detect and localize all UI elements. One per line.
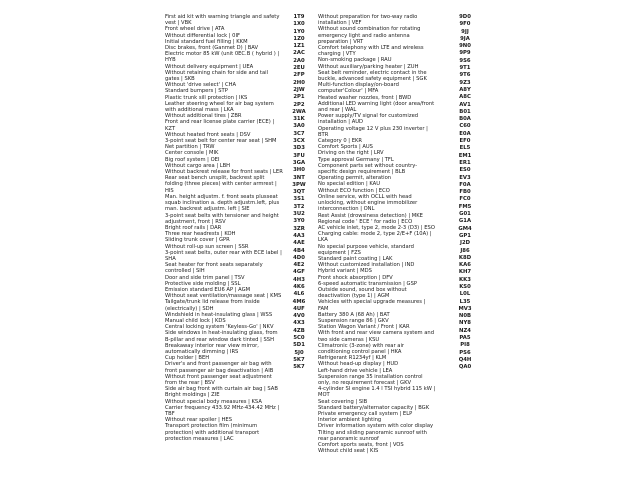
option-description: Driver information system with color display [318,423,434,430]
option-code: A8Y [459,86,471,93]
option-code: Q4H [458,356,472,363]
option-description: Protective side molding | SSL [165,280,241,287]
option-description: Rest Assist (drowsiness detection) | MKE [318,212,423,219]
option-code: KK3 [459,276,471,283]
option-description: Manual child lock | KDS [165,317,226,324]
option-code: EF0 [459,138,471,145]
option-code: PI8 [460,342,470,349]
option-code: F0A [459,181,471,188]
option-description: No special edition | KAU [318,181,381,188]
option-code: 4L6 [293,291,305,298]
option-code: L35 [459,298,471,305]
option-description: Power supply/TV signal for customized installation | AUD [318,113,419,126]
option-description: Without additional tires | ZBR [165,113,242,120]
option-description: Comfort telephony with LTE and wireless charging | VTY [318,45,424,58]
option-code: 2A0 [293,57,305,64]
option-code: J2D [459,240,471,247]
option-description: Bright roof rails | DAR [165,224,222,231]
left-descriptions-column [165,14,283,442]
option-code: 4GF [293,269,305,276]
option-code: MV3 [458,305,472,312]
option-code: 9N0 [459,43,471,50]
option-code: ES0 [459,167,471,174]
option-code: J86 [460,247,470,254]
option-description: Without heated front seats | DSV [165,131,251,138]
option-description: Transport protection film (minimum protection) with additional transport protection measures | LAC [165,423,260,442]
option-code: KH7 [458,269,472,276]
right-codes-column [445,14,485,372]
option-description: Driving on the right | LRV [318,150,384,157]
option-description: Rear seat bench unsplit, backrest split folding (three pieces) with center armrest | HIS [165,175,277,194]
option-description: Charging cable: mode 2, type 2/E+F (10A) | LKA [318,231,432,244]
option-description: Comfort Sports | AUS [318,144,373,151]
option-description: Without preparation for two-way radio installation | VEF [318,14,418,27]
option-description: Comfort sports seats, front | VOS [318,442,404,449]
option-description: Category 0 | EKR [318,138,362,145]
option-code: 3H0 [293,167,305,174]
option-code: E0A [459,130,471,137]
option-code: 4E2 [293,262,305,269]
option-code: 9S6 [459,57,471,64]
option-code: 2WA [292,108,306,115]
option-description: Electric motor 85 kW (unit 0EC.B ( hybrid ) | HYB [165,51,280,64]
option-code: 4ZB [293,327,305,334]
option-code: 4AE [293,240,305,247]
option-code: 3C7 [293,130,305,137]
option-code: A8C [459,94,471,101]
option-description: Without rear spoiler | HES [165,417,232,424]
option-description: Tailgate/trunk lid release from inside (electrically) | SDH [165,299,260,312]
option-code: 4V0 [293,313,305,320]
option-code: 4A3 [293,232,305,239]
option-code: 3T2 [293,203,305,210]
option-code: 2H0 [293,79,305,86]
option-description: Breakaway interior rear view mirror, automatically dimming | IRS [165,342,259,355]
option-description: Without retaining chain for side and tail gates | SKB [165,69,269,83]
option-description: Without delivery equipment | UEA [165,63,254,70]
option-code: 1X0 [293,21,305,28]
option-description: Net partition | TRW [165,144,215,151]
option-code: 5K7 [293,356,305,363]
option-description: 6-speed automatic transmission | GSP [318,280,418,287]
option-description: Seat heater for front seats separately controlled | SIH [165,262,263,275]
option-description: Three rear headrests | KOH [165,231,236,238]
option-description: Central locking system 'Keyless-Go' | NKV [165,324,274,331]
option-description: Station Wagon Variant / Front | KAR [318,324,410,331]
option-description: Refrigerant R1234yf | KLM [318,355,387,362]
option-code: 1Z1 [293,43,305,50]
option-code: 5K7 [293,364,305,371]
option-description: AC vehicle inlet, type 2, mode 2-3 (D3) | ESO [318,224,435,231]
option-description: Suspension range 86 | GKV [318,317,389,324]
option-code: 3CX [293,138,305,145]
option-description: First aid kit with warning triangle and safety vest | VBK [165,14,280,27]
option-code: 3U2 [293,211,305,218]
option-code: 2FP [293,72,305,79]
option-code: 1T9 [293,14,305,20]
option-description: Hybrid variant | MDS [318,268,372,275]
option-code: 3A0 [293,123,305,130]
option-description: Without auxiliary/parking heater | ZUH [318,63,419,70]
option-description: Leather steering wheel for air bag system with additional mass | LKA [165,100,274,114]
option-description: Standard battery/alternator capacity | BGK [318,404,430,411]
option-code: N0B [458,313,472,320]
option-description: Vehicles with special upgrade measures | FAM [318,299,426,312]
option-description: Disc brakes, front (Ganmet D) | BAV [165,45,259,52]
option-description: Battery 380 A (68 Ah) | BAT [318,311,390,318]
option-description: Sliding trunk cover | GPR [165,237,230,244]
option-code: QA0 [458,364,472,371]
option-description: Standard paint coating | LAK [318,255,393,262]
option-code: 4K6 [293,283,305,290]
option-code: 9JJ [461,28,469,35]
option-description: Without sound combination for rotating emergency light and radio antenna preparation | VRT [318,26,421,45]
option-code: 2AC [293,50,305,57]
option-code: AV1 [459,101,471,108]
option-code: B0A [459,116,471,123]
option-code: NY8 [459,320,471,327]
option-code: 4M6 [292,298,306,305]
option-code: G1A [458,218,472,225]
option-code: 3GA [292,159,306,166]
option-code: 1Y0 [293,28,305,35]
option-code: L0L [459,291,471,298]
option-code: EL5 [459,145,471,152]
option-description: Seat belt reminder, electric contact in the buckle, advanced safety equipment | SGK [318,69,427,83]
option-code: 9T6 [459,72,471,79]
option-description: Door and side trim panel | TSV [165,274,245,281]
option-description: Without cargo area | LBH [165,162,231,169]
option-description: Climatronic (3-zone) with rear air conditioning control panel | HKA [318,342,405,355]
option-code: 5J0 [294,349,304,356]
option-description: Without 'drive select' | CHA [165,82,237,89]
option-code: 2JW [293,86,305,93]
option-description: Online service, with OCLL with head unlocking, without engine immobilizer interconnection | ONL [318,193,418,213]
option-description: Front and rear license plate carrier (ECE) | KZT [165,119,275,132]
option-description: Component parts set without country-specific design requirement | BLB [318,162,418,176]
option-code: 9D0 [459,14,471,20]
option-code: FC0 [459,196,471,203]
option-description: With front and rear view camera system and two side cameras | KSU [318,330,434,343]
option-description: Center console | MIK [165,150,219,157]
option-code: PA5 [459,335,471,342]
option-description: Type approval Germany | TFL [318,156,394,163]
right-descriptions-column [318,14,436,454]
option-code: KS0 [459,283,471,290]
option-code: 3FU [293,152,305,159]
option-description: Without customized installation | IND [318,262,415,269]
option-code: 4B4 [293,247,305,254]
option-description: 4-cylinder SI engine 1.4 l TSI hybrid 115 kW | MOT [318,386,436,399]
option-description: Side windows in heat-insulating glass, from B-pillar and rear window dark tinted | SSH [165,330,278,343]
option-description: Front shock absorption | DFV [318,274,393,281]
option-description: Regional code ' ECE ' for radio | ECO [318,218,413,225]
option-description: Emission standard EU6 AP | AGM [165,286,251,293]
option-code: 9P9 [459,50,471,57]
option-code: 4H3 [293,276,305,283]
option-description: 3-point seat belts, outer rear with ECE label | SHA [165,249,282,262]
option-description: Without roll-up sun screen | SSR [165,243,249,250]
option-code: 2P2 [293,101,305,108]
option-code: 9Z3 [459,79,471,86]
option-code: 4X3 [293,320,305,327]
option-code: 5C0 [293,335,305,342]
option-description: Operating permit, alteration [318,175,392,182]
option-description: Interior ambient lighting [318,417,382,424]
option-code: K8D [458,254,472,261]
option-code: 3Y0 [293,218,305,225]
option-code: 3ZR [293,225,305,232]
option-description: Operating voltage 12 V plus 230 inverter | BTR [318,125,428,138]
option-code: GP1 [459,232,471,239]
option-code: 3D3 [293,145,305,152]
option-description: Bright moldings | ZIE [165,392,220,399]
option-code: 3S1 [293,196,305,203]
option-code: 9JA [460,35,470,42]
option-description: Without special body measures | KSA [165,398,262,405]
option-code: ER1 [459,159,471,166]
option-code: EM1 [458,152,472,159]
option-code: 4D0 [293,254,305,261]
option-description: Outside sound, sound box without deactivation (type 1) | AGM [318,286,407,300]
option-description: Additional LED warning light (door area/front and rear | WAL [318,100,435,114]
option-code: FB0 [459,189,471,196]
option-description: Seat covering | SIB [318,398,368,405]
option-description: Standard bumpers | STP [165,88,228,95]
option-code: NZ4 [459,327,471,334]
option-code: 3PW [292,181,306,188]
option-code: G01 [459,211,471,218]
option-code: 5D1 [293,342,305,349]
option-code: GM4 [458,225,472,232]
option-code: 3NT [293,174,305,181]
option-description: Without ECO function | ECO [318,187,390,194]
option-description: Without differential lock | 0IF [165,32,240,39]
option-description: Tilting and sliding panoramic sunroof with rear panoramic sunroof [318,429,427,442]
option-description: Initial standard fuel filling | KKM [165,38,248,45]
option-description: Windshield in heat-insulating glass | WSS [165,311,273,318]
option-description: Plastic trunk sill protection | IKS [165,94,248,101]
option-description: Without child seat | KIS [318,448,379,455]
option-code: 3QT [293,189,305,196]
option-code: 1Z0 [293,35,305,42]
option-description: Man. height adjustm. f. front seats plusseat squab inclination a. depth adjustm.left, plus man. backrest adjustm. left | SIE [165,193,280,213]
option-code: B01 [459,108,471,115]
middle-codes-column [283,14,315,372]
option-description: No special purpose vehicle, standard equipment | FZS [318,243,414,256]
option-code: PS6 [459,349,471,356]
option-description: Suspension range 35 installation control only, no requirement forecast | GKV [318,373,423,386]
option-description: Carrier frequency 433.92 MHz-434.42 MHz | TBF [165,404,280,417]
option-code: 4UF [293,305,305,312]
option-description: Cup holder | BEH [165,355,210,362]
option-description: 3-point seat belts with tensioner and height adjustment, front | RSV [165,212,279,225]
option-code: EV3 [459,174,471,181]
option-code: 2P1 [293,94,305,101]
option-description: Without head-up display | HUD [318,361,399,368]
option-description: Driver's and front passenger air bag with front passenger air bag deactivation | AIB [165,361,274,374]
option-description: Side air bag front with curtain air bag | SAB [165,386,278,393]
option-description: Heated washer nozzles, front | BWD [318,94,412,101]
option-code: 9T1 [459,65,471,72]
option-code: 2EU [293,65,305,72]
option-description: 3-point seat belt for center rear seat | SHM [165,138,277,145]
option-code: FM5 [458,203,472,210]
option-code: 9F0 [459,21,471,28]
option-description: Left-hand drive vehicle | LEA [318,367,393,374]
option-description: Without seat ventilation/massage seat | KMS [165,293,282,300]
option-code: 31K [293,116,305,123]
option-description: Non-smoking package | RAU [318,57,392,64]
option-description: Front wheel drive | ATA [165,26,225,33]
option-code: KA6 [459,262,471,269]
option-description: Multi-function display/on-board computer'Colour' | MFA [318,82,399,95]
option-description: Without backrest release for front seats | LER [165,169,283,176]
option-description: Private emergency call system | ELP [318,411,413,417]
option-description: Big roof system | OEI [165,156,220,163]
option-description: Without front passenger seat adjustment from the rear | BSV [165,373,272,386]
option-code: C60 [459,123,471,130]
